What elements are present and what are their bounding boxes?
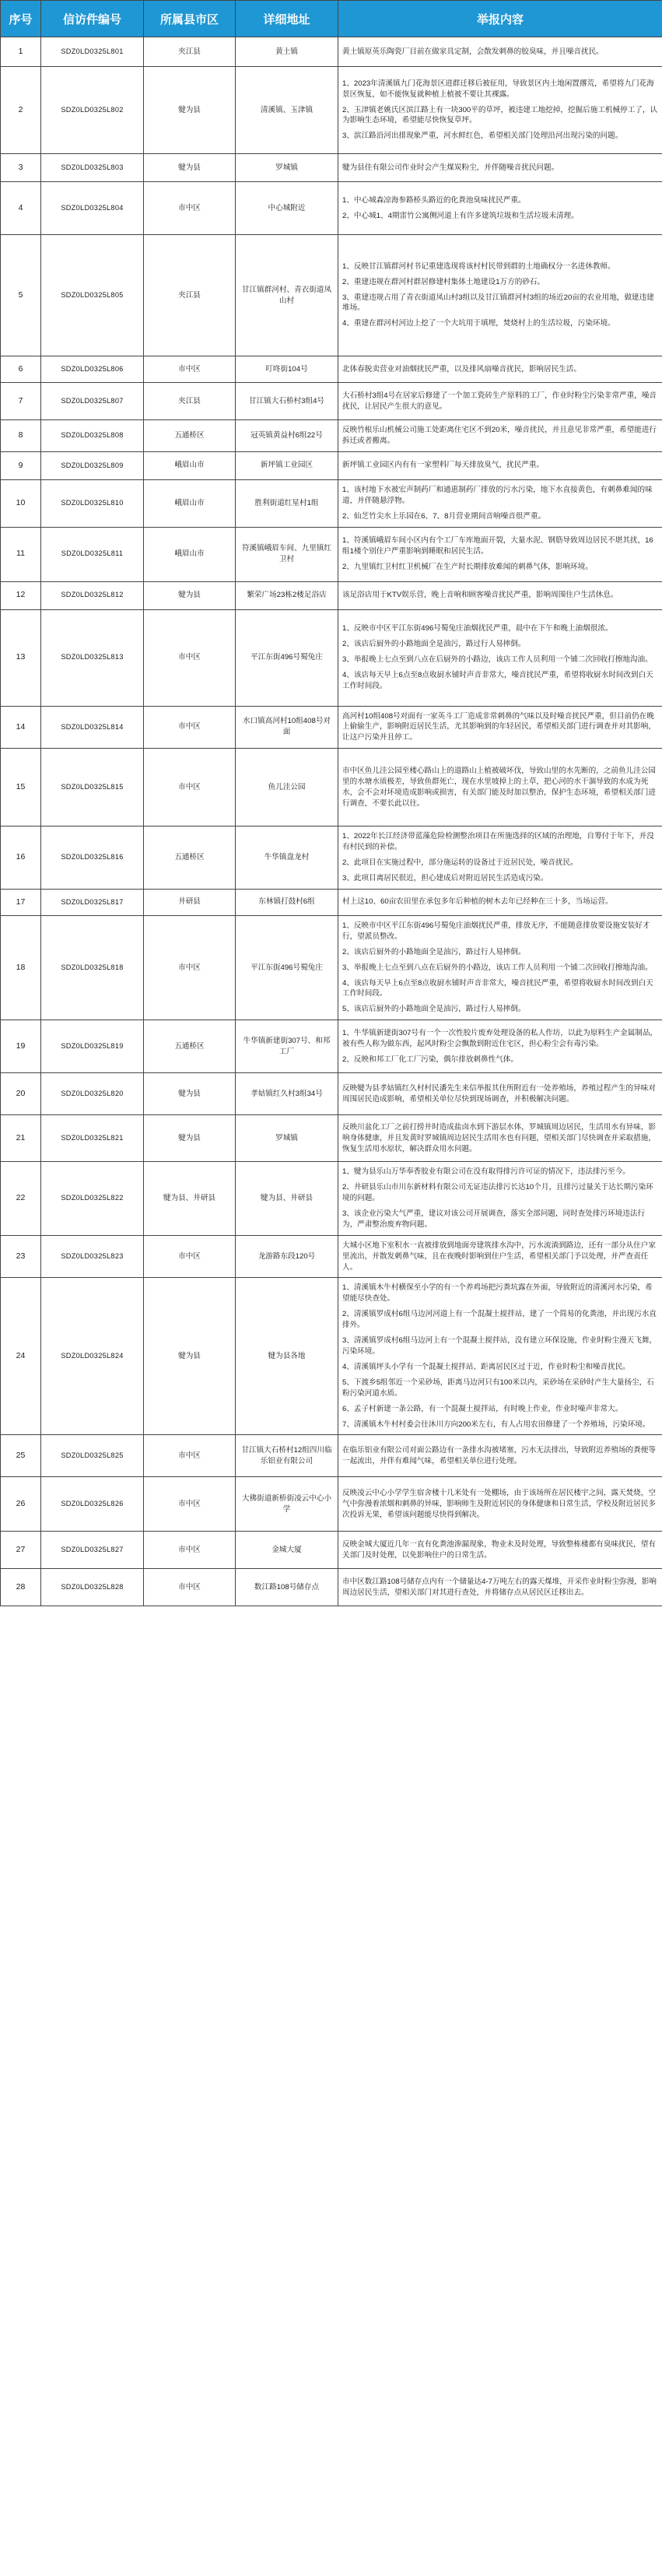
address-detail: 符溪镇峨眉车间、九里镇红卫村 [236, 527, 338, 581]
complaint-paragraph: 反映川盆化工厂之前打捞井时造成盐卤水到下游层水体，罗城镇周边居民，生活用水有异味，影响身体健康，并且发黄时罗城镇周边居民生活用水也有问题，望相关部门尽快调查并采取措施，恢复生活用水原状，解决群众用水问题。 [342, 1122, 656, 1153]
complaint-paragraph: 2、仙芝竹尖水上乐园在6、7、8月营业期间音响噪音很严重。 [342, 511, 546, 521]
table-row [1, 383, 662, 420]
complaint-content [338, 1435, 662, 1477]
case-code: SDZ0LD0325L816 [41, 826, 144, 890]
complaint-paragraph: 4、重建在群河村河边上挖了一个大坑用于填埋，焚烧村上的生活垃圾，污染环境。 [342, 319, 615, 328]
case-code: SDZ0LD0325L820 [41, 1073, 144, 1115]
row-number: 6 [1, 356, 41, 383]
complaint-content [338, 451, 662, 479]
table-row [1, 1162, 662, 1236]
complaint-content [338, 356, 662, 383]
header-address: 详细地址 [236, 1, 338, 37]
complaint-paragraph: 1、犍为县乐山万华奉香胶业有限公司在没有取得排污许可证的情况下，违法排污至今。 [342, 1167, 630, 1177]
complaint-paragraph: 市中区鱼儿洼公园至楼心路山上的道路山上植被破坏伐，导致山里的水先断的，之前鱼儿洼公园里的水塘水质极差，导致鱼群死亡，现在水里坡掉上的土草，把心河的水干涸导致的水成为死水，会不会对坏境造成影响或损害，有关部门能及时加以整治，保护生态环境，希望相关部门进行调查，不要长此以往。 [342, 766, 656, 808]
complaint-content [338, 154, 662, 182]
row-number: 20 [1, 1073, 41, 1115]
county-name: 峨眉山市 [144, 527, 236, 581]
case-code: SDZ0LD0325L824 [41, 1278, 144, 1435]
address-detail: 犍为县、井研县 [236, 1162, 338, 1236]
county-name: 犍为县 [144, 1073, 236, 1115]
header-case-code: 信访件编号 [41, 1, 144, 37]
case-code: SDZ0LD0325L828 [41, 1569, 144, 1606]
county-name: 市中区 [144, 1435, 236, 1477]
complaint-paragraph: 2、中心城1、4期雷竹公寓侧河道上有许多建筑垃圾和生活垃圾未清理。 [342, 211, 579, 220]
case-code: SDZ0LD0325L802 [41, 67, 144, 154]
complaint-paragraph: 新坪镇工业园区内有有一家塑料厂每天排放臭气，扰民严重。 [342, 461, 545, 470]
complaint-paragraph: 5、下渡乡5组邻近一个采砂场，距离马边河只有100米以内，采砂场在采砂时产生大量扬尘，石粉污染河道水质。 [342, 1377, 654, 1398]
row-number: 13 [1, 609, 41, 706]
address-detail: 牛华镇新建街307号、和邦工厂 [236, 1020, 338, 1073]
table-row [1, 1477, 662, 1532]
address-detail: 大佛街道新桥街凌云中心小学 [236, 1477, 338, 1532]
table-row [1, 749, 662, 826]
complaint-paragraph: 1、该村地下水被宏声制药厂和通惠制药厂排放的污水污染，地下水直接黄色，有刺鼻难闻的味道，并伴随悬浮物。 [342, 485, 653, 505]
table-row [1, 1278, 662, 1435]
case-code: SDZ0LD0325L810 [41, 479, 144, 527]
complaint-paragraph: 在临乐铝业有限公司对面公路边有一条排水沟被堵塞，污水无法排出，导致附近养殖场的粪便等一起流出，并伴有难闻气味，希望相关单位进行处理。 [342, 1446, 656, 1465]
complaint-content [338, 527, 662, 581]
table-row [1, 182, 662, 235]
complaint-content [338, 37, 662, 67]
address-detail: 甘江镇大石桥村3组4号 [236, 383, 338, 420]
header-seq: 序号 [1, 1, 41, 37]
address-detail: 罗城镇 [236, 154, 338, 182]
case-code: SDZ0LD0325L803 [41, 154, 144, 182]
case-code: SDZ0LD0325L823 [41, 1235, 144, 1278]
address-detail: 平江东街496号蜀兔庄 [236, 609, 338, 706]
county-name: 市中区 [144, 706, 236, 749]
county-name: 犍为县 [144, 154, 236, 182]
row-number: 3 [1, 154, 41, 182]
table-row [1, 889, 662, 915]
complaint-paragraph: 1、反映甘江镇群河村书记重建选现将该村村民带到群的土地确权分一名进休教师。 [342, 261, 615, 271]
row-number: 22 [1, 1162, 41, 1236]
address-detail: 犍为县各地 [236, 1278, 338, 1435]
complaint-content [338, 1115, 662, 1162]
address-detail: 孝姑镇红久村3组34号 [236, 1073, 338, 1115]
row-number: 19 [1, 1020, 41, 1073]
row-number: 2 [1, 67, 41, 154]
county-name: 夹江县 [144, 235, 236, 356]
row-number: 7 [1, 383, 41, 420]
complaint-paragraph: 2、井研县乐山市川东新材料有限公司无证违法排污长达10个月，且排污过量关于达长期污染环境的问题。 [342, 1183, 653, 1203]
complaint-paragraph: 1、2022年长江经济带蓝藻危险检测整治项目在所施选择的区域的治理地，自筹付于年下，并没有村民到的补偿。 [342, 832, 654, 852]
address-detail: 牛华镇盘龙村 [236, 826, 338, 890]
table-row [1, 609, 662, 706]
row-number: 18 [1, 915, 41, 1020]
county-name: 市中区 [144, 356, 236, 383]
table-row [1, 1235, 662, 1278]
address-detail: 鱼儿洼公园 [236, 749, 338, 826]
complaint-content [338, 67, 662, 154]
table-row [1, 527, 662, 581]
row-number: 25 [1, 1435, 41, 1477]
table-row [1, 235, 662, 356]
complaint-paragraph: 1、清溪镇木牛村横保至小学的有一个养鸡场把污粪坑露在外面，导致附近的清溪河水污染，希望能尽快查处。 [342, 1283, 653, 1304]
table-row [1, 1073, 662, 1115]
complaint-content [338, 581, 662, 609]
county-name: 市中区 [144, 1235, 236, 1278]
county-name: 市中区 [144, 1532, 236, 1569]
case-code: SDZ0LD0325L827 [41, 1532, 144, 1569]
complaint-content [338, 1235, 662, 1278]
table-row [1, 67, 662, 154]
table-row [1, 1020, 662, 1073]
case-code: SDZ0LD0325L826 [41, 1477, 144, 1532]
complaint-content [338, 826, 662, 890]
complaint-paragraph: 1、中心城森凉海参路桥头路近的化粪池臭味扰民严重。 [342, 195, 526, 205]
complaint-paragraph: 1、反映市中区平江东街496号蜀兔庄油烟扰民严重，排放无序，不能随意排放要设施安装好才行，望派员整改。 [342, 921, 650, 941]
row-number: 16 [1, 826, 41, 890]
complaint-content [338, 889, 662, 915]
table-row [1, 420, 662, 452]
row-number: 17 [1, 889, 41, 915]
case-code: SDZ0LD0325L812 [41, 581, 144, 609]
case-code: SDZ0LD0325L811 [41, 527, 144, 581]
row-number: 5 [1, 235, 41, 356]
county-name: 五通桥区 [144, 420, 236, 452]
complaint-paragraph: 反映金城大厦近几年一直有化粪池渗漏现象，物业未及时处理，导致整栋楼都有臭味扰民，望有关部门及时处理，以免影响住户的日常生活。 [342, 1540, 656, 1560]
county-name: 市中区 [144, 749, 236, 826]
case-code: SDZ0LD0325L818 [41, 915, 144, 1020]
county-name: 市中区 [144, 915, 236, 1020]
address-detail: 新坪镇工业园区 [236, 451, 338, 479]
address-detail: 冠英镇黄益村6组22号 [236, 420, 338, 452]
row-number: 24 [1, 1278, 41, 1435]
complaint-content [338, 383, 662, 420]
county-name: 犍为县 [144, 67, 236, 154]
complaint-paragraph: 3、举报晚上七点至到八点在后厨外的小路边，该店工作人员利用一个铺二次回收打擦地沟油。 [342, 963, 653, 972]
address-detail: 叮咚街104号 [236, 356, 338, 383]
address-detail: 中心城附近 [236, 182, 338, 235]
address-detail: 平江东街496号蜀兔庄 [236, 915, 338, 1020]
row-number: 21 [1, 1115, 41, 1162]
table-row [1, 915, 662, 1020]
address-detail: 东林镇打鼓村6组 [236, 889, 338, 915]
complaint-paragraph: 反映竹根乐山机械公司施工处距离住宅区不到20米，噪音扰民，并且意见非常严重，希望能进行拆迁或者搬离。 [342, 426, 657, 445]
complaint-paragraph: 高河村10组408号对面有一家英斗工厂造成非常刺鼻的气味以及时噪音扰民严重，但目前仍在晚上偷偷生产，影响附近居民生活，尤其影响到的年轻居民，希望相关部门进行调查并对其影响，让这户污染并且停工。 [342, 711, 656, 742]
row-number: 12 [1, 581, 41, 609]
complaint-paragraph: 2、此项目在实施过程中，部分施运转的设备过于近居民处，噪音扰民。 [342, 858, 578, 868]
case-code: SDZ0LD0325L817 [41, 889, 144, 915]
address-detail: 数江路108号储存点 [236, 1569, 338, 1606]
address-detail: 金城大厦 [236, 1532, 338, 1569]
row-number: 26 [1, 1477, 41, 1532]
table-row [1, 1532, 662, 1569]
complaint-content [338, 1569, 662, 1606]
county-name: 市中区 [144, 182, 236, 235]
complaint-content [338, 706, 662, 749]
row-number: 8 [1, 420, 41, 452]
row-number: 9 [1, 451, 41, 479]
complaint-paragraph: 犍为县佳有限公司作业时会产生煤炭粉尘，并伴随噪音扰民问题。 [342, 163, 559, 172]
table-row [1, 1115, 662, 1162]
table-row [1, 1435, 662, 1477]
case-code: SDZ0LD0325L819 [41, 1020, 144, 1073]
county-name: 犍为县 [144, 581, 236, 609]
complaint-paragraph: 4、该店每天早上6点至8点收厨水铺时声音非常大，噪音扰民严重，希望将收厨水时间改到白天工作时间段。 [342, 978, 653, 998]
case-code: SDZ0LD0325L814 [41, 706, 144, 749]
county-name: 夹江县 [144, 37, 236, 67]
county-name: 五通桥区 [144, 826, 236, 890]
complaint-content [338, 1278, 662, 1435]
table-row [1, 1569, 662, 1606]
complaint-paragraph: 反映犍为县孝姑镇红久村村民潘先生来信举报其住所附近有一处养殖场，养殖过程产生的异味对周围居民造成影响，希望相关单位尽快到现场调查，并积极解决问题。 [342, 1083, 656, 1104]
county-name: 市中区 [144, 609, 236, 706]
header-content: 举报内容 [338, 1, 662, 37]
complaint-paragraph: 大石桥村3组4号在居家后修建了一个加工瓷砖生产原料的工厂，作业时粉尘污染非常严重，噪音扰民，让居民产生很大的意见。 [342, 391, 657, 411]
complaint-paragraph: 黄土镇原英乐陶瓷厂目前在做家具定制，会散发刺鼻的胶臭味，并且噪音扰民。 [342, 47, 604, 56]
complaint-content [338, 1162, 662, 1236]
county-name: 市中区 [144, 1477, 236, 1532]
complaint-paragraph: 2、该店后厨外的小路地面全是油污，路过行人易摔倒。 [342, 640, 526, 649]
row-number: 15 [1, 749, 41, 826]
case-code: SDZ0LD0325L807 [41, 383, 144, 420]
complaint-paragraph: 北体春脱卖营业对油烟扰民严重，以及排风扇噪音扰民，影响居民生活。 [342, 364, 581, 374]
complaint-paragraph: 2、清溪镇罗成村6组马边河河道上有一个混凝土搅拌站，建了一个简易的化粪池，并出现污水直排外。 [342, 1310, 657, 1330]
case-code: SDZ0LD0325L801 [41, 37, 144, 67]
county-name: 犍为县 [144, 1278, 236, 1435]
complaint-paragraph: 1、符溪镇峨眉车间小区内有个工厂车库地面开裂，大量水泥、钢筋导致周边居民不堪其扰，16组1楼个别住户严重影响到睡眠和居民生活。 [342, 536, 653, 556]
complaint-paragraph: 反映凌云中心小学学生宿舍楼十几米处有一处棚场，由于该场所在居民楼宇之间，露天焚烧，空气中弥漫着浓烟和刺鼻的异味，影响师生及附近居民的身体健康和日常生活，学校及附近居民多次投诉无果，希望该问题能尽快得到解决。 [342, 1489, 656, 1519]
complaint-content [338, 479, 662, 527]
case-code: SDZ0LD0325L808 [41, 420, 144, 452]
table-row [1, 356, 662, 383]
table-header-row [1, 1, 662, 37]
complaint-paragraph: 2、玉津镇老姚氏区滨江路上有一块300平的草坪，被违建工地挖掉，挖掘后施工机械停工了，认为影响生态环境，希望能尽快恢复草坪。 [342, 105, 658, 125]
complaint-paragraph: 市中区数江路108号储存点内有一个储量达4-7万吨左右的露天煤堆，开采作业时粉尘弥漫，影响周边居民生活，望相关部门对其进行查处，并将储存点从居民区迁移出去。 [342, 1578, 657, 1597]
row-number: 11 [1, 527, 41, 581]
complaint-content [338, 420, 662, 452]
complaint-content [338, 182, 662, 235]
table-row [1, 826, 662, 890]
case-code: SDZ0LD0325L813 [41, 609, 144, 706]
complaint-paragraph: 1、2023年清溪镇九门花海景区进群迁移后被征用，导致景区内土地闲置撂荒，希望将九门花海景区恢复，如不能恢复就种植上植被不要让其裸露。 [342, 79, 654, 99]
complaint-paragraph: 2、九里镇红卫村红卫机械厂在生产时长期排放难闻的刺鼻气体，影响环境。 [342, 562, 593, 571]
complaint-content [338, 235, 662, 356]
complaint-content [338, 1020, 662, 1073]
county-name: 市中区 [144, 1569, 236, 1606]
address-detail: 繁荣广场23栋2楼足浴店 [236, 581, 338, 609]
row-number: 4 [1, 182, 41, 235]
complaint-paragraph: 4、该店每天早上6点至8点收厨水铺时声音非常大，噪音扰民严重，希望将收厨水时间改到白天工作时间段。 [342, 670, 653, 690]
table-row [1, 479, 662, 527]
complaint-paragraph: 村上这10、60亩农田里在承包多年后种植的树木去年已经种在三十多，当场运营。 [342, 897, 613, 907]
complaint-content [338, 915, 662, 1020]
address-detail: 甘江镇大石桥村12组四川临乐铝业有限公司 [236, 1435, 338, 1477]
complaint-paragraph: 7、清溪镇木牛村村委会往沐川方向200米左右，有人占用农田修建了一个养殖场，污染环境。 [342, 1420, 650, 1429]
complaint-content [338, 1073, 662, 1115]
complaint-paragraph: 1、牛华镇新建街307号有一个一次性胶片废弃处理设备的私人作坊，以此为原料生产金属制品，被有些人称为做东西，起风时粉尘会飘散到附近住宅区，担心粉尘会有毒污染。 [342, 1028, 658, 1048]
complaint-paragraph: 3、该企业污染大气严重，建议对该公司开展调查，落实全部问题，同时查处排污环境违法行为，严肃整治废弃物问题。 [342, 1209, 646, 1229]
complaint-paragraph: 2、该店后厨外的小路地面全是油污，路过行人易摔倒。 [342, 947, 526, 956]
complaint-content [338, 1477, 662, 1532]
complaint-paragraph: 大城小区地下室积水一直被排放到地面旁建筑排水沟中，污水流淌到路边，还有一部分从住户家里流出，并散发刺鼻气味，且在夜晚时影响到住户生活，希望相关部门予以处理，并严查责任人。 [342, 1241, 656, 1272]
county-name: 夹江县 [144, 383, 236, 420]
row-number: 28 [1, 1569, 41, 1606]
row-number: 14 [1, 706, 41, 749]
county-name: 犍为县 [144, 1115, 236, 1162]
complaint-paragraph: 4、清溪镇坪头小学有一个混凝土搅拌站、距离居民区过于近，作业时粉尘和噪音扰民。 [342, 1362, 630, 1371]
address-detail: 清溪镇、玉津镇 [236, 67, 338, 154]
table-row [1, 451, 662, 479]
complaint-paragraph: 6、孟子村新建一条公路，有一个混凝土搅拌站，有时晚上作业，作业时噪声非常大。 [342, 1404, 623, 1413]
row-number: 27 [1, 1532, 41, 1569]
case-code: SDZ0LD0325L815 [41, 749, 144, 826]
address-detail: 黄土镇 [236, 37, 338, 67]
complaint-content [338, 609, 662, 706]
address-detail: 甘江镇群河村、青衣街道凤山村 [236, 235, 338, 356]
county-name: 峨眉山市 [144, 451, 236, 479]
case-code: SDZ0LD0325L804 [41, 182, 144, 235]
complaint-paragraph: 3、清溪镇罗成村6组马边河上有一个混凝土搅拌站，没有建立环保设施，作业时粉尘漫天飞舞，污染环境。 [342, 1336, 657, 1356]
complaint-paragraph: 2、反映和邦工厂化工厂污染，偶尔排放刺鼻性气体。 [342, 1055, 518, 1064]
complaint-paragraph: 3、举报晚上七点至到八点在后厨外的小路边，该店工作人员利用一个铺二次回收打擦地沟油。 [342, 655, 653, 665]
county-name: 井研县 [144, 889, 236, 915]
address-detail: 胜利街道红星村1组 [236, 479, 338, 527]
case-code: SDZ0LD0325L822 [41, 1162, 144, 1236]
row-number: 1 [1, 37, 41, 67]
case-code: SDZ0LD0325L809 [41, 451, 144, 479]
complaint-paragraph: 1、反映市中区平江东街496号蜀兔庄油烟扰民严重，晨中在下午和晚上油烟很浓。 [342, 624, 613, 633]
table-row [1, 581, 662, 609]
county-name: 犍为县、井研县 [144, 1162, 236, 1236]
address-detail: 罗城镇 [236, 1115, 338, 1162]
table-row [1, 154, 662, 182]
table-row [1, 706, 662, 749]
complaint-content [338, 749, 662, 826]
address-detail: 龙游路东段120号 [236, 1235, 338, 1278]
table-row [1, 37, 662, 67]
case-code: SDZ0LD0325L806 [41, 356, 144, 383]
county-name: 峨眉山市 [144, 479, 236, 527]
complaint-paragraph: 3、此项目离居民很近，担心建成后对附近居民生活造成污染。 [342, 873, 548, 883]
case-code: SDZ0LD0325L805 [41, 235, 144, 356]
address-detail: 水口镇高河村10组408号对面 [236, 706, 338, 749]
county-name: 五通桥区 [144, 1020, 236, 1073]
table-body [1, 37, 662, 1606]
complaint-paragraph: 该足浴店用于KTV娱乐营，晚上音响和顾客噪音扰民严重，影响周围住户生活休息。 [342, 591, 618, 600]
row-number: 10 [1, 479, 41, 527]
case-code: SDZ0LD0325L821 [41, 1115, 144, 1162]
row-number: 23 [1, 1235, 41, 1278]
header-county: 所属县市区 [144, 1, 236, 37]
complaint-paragraph: 3、重建违规占用了青衣街道凤山村3组以及甘江镇群河村3组的场近20亩的农业用地，做建违建堆场。 [342, 293, 654, 313]
complaint-content [338, 1532, 662, 1569]
case-code: SDZ0LD0325L825 [41, 1435, 144, 1477]
complaint-paragraph: 2、重建违规在群河村群居修建村集体土地建设1万方的砂石。 [342, 277, 545, 286]
complaint-paragraph: 5、该店后厨外的小路地面全是油污，路过行人易摔倒。 [342, 1005, 526, 1014]
complaint-paragraph: 3、滨江路沿河出排现象严重，河水鲜红色，希望相关部门处理沿河出现污染的问题。 [342, 132, 623, 141]
